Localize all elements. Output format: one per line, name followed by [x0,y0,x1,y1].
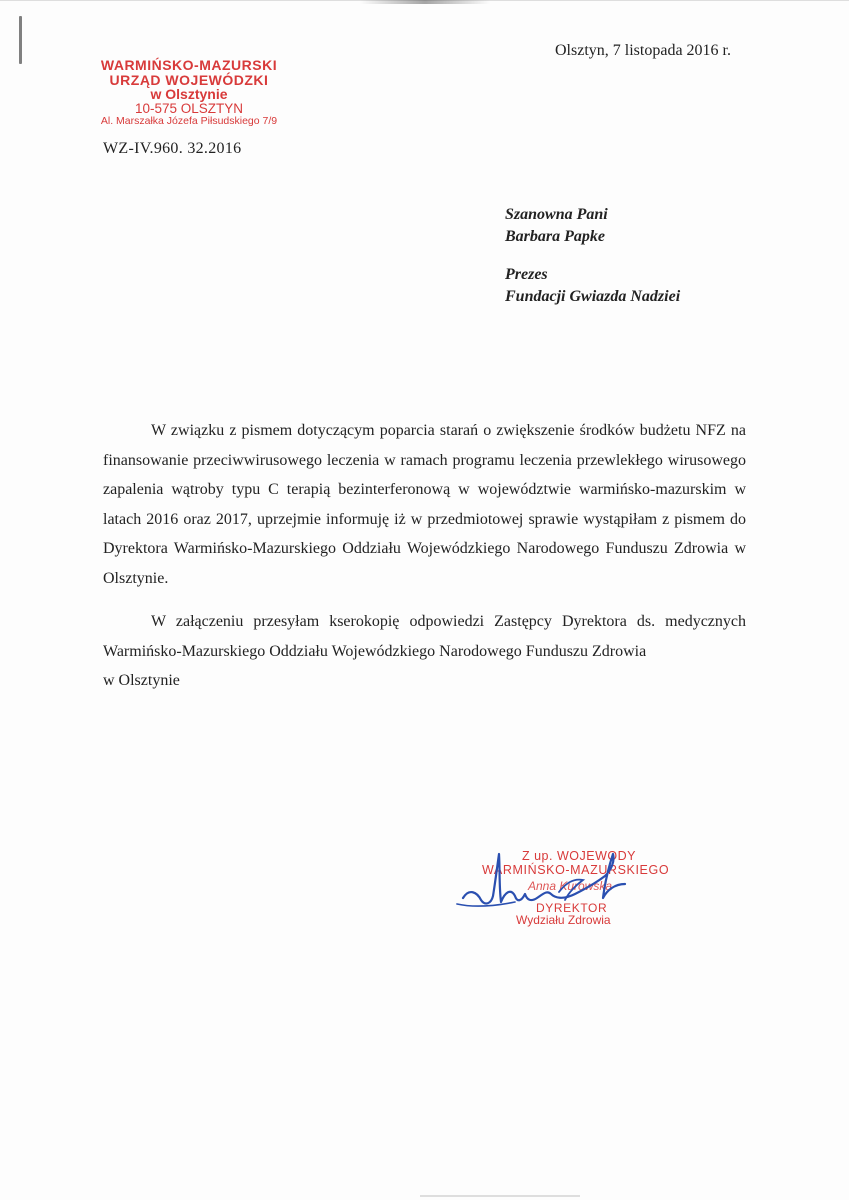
stamp-line: WARMIŃSKO-MAZURSKI [100,57,278,73]
signature-stamp-line: Wydziału Zdrowia [516,913,611,927]
addressee-role: Prezes [505,266,548,283]
body-paragraph-end: w Olsztynie [103,672,180,689]
addressee-organization: Fundacji Gwiazda Nadziei [505,288,681,305]
stamp-line: URZĄD WOJEWÓDZKI [109,71,269,88]
stamp-line: w Olsztynie [150,86,228,103]
signature-stamp-line: Z up. WOJEWODY [522,849,636,863]
letter-date: Olsztyn, 7 listopada 2016 r. [555,42,731,59]
scan-artifact-bottom [420,1195,580,1197]
stamp-line: Al. Marszałka Józefa Piłsudskiego 7/9 [100,115,278,128]
handwritten-signature [455,848,655,918]
addressee-name: Barbara Papke [505,228,605,245]
salutation: Szanowna Pani [505,206,608,223]
signature-stamp-line: DYREKTOR [536,901,608,915]
binder-mark [19,16,22,64]
addressee-block [505,204,680,308]
signature-stamp-line: Anna Kurowska [528,879,613,893]
stamp-line: 10-575 OLSZTYN [134,101,244,117]
letter-body [103,416,746,710]
reference-number: WZ-IV.960. 32.2016 [103,140,242,157]
scan-artifact [360,0,490,4]
office-stamp [84,58,294,127]
signature-stamp-line: WARMIŃSKO-MAZURSKIEGO [482,863,670,877]
body-paragraph: W załączeniu przesyłam kserokopię odpowiedzi Zastępcy Dyrektora ds. medycznych Warmińsko-Mazurskiego Oddziału Wojewódzkiego Narodowego Funduszu Zdrowia [103,613,746,660]
body-paragraph: W związku z pismem dotyczącym poparcia starań o zwiększenie środków budżetu NFZ na finansowanie przeciwwirusowego leczenia w ramach programu leczenia przewlekłego wirusowego zapalenia wątroby typu C terapią bezinterferonową w województwie warmińsko-mazurskim w latach 2016 oraz 2017, uprzejmie informuję iż w przedmiotowej sprawie wystąpiłam z pismem do Dyrektora Warmińsko-Mazurskiego Oddziału Wojewódzkiego Narodowego Funduszu Zdrowia w Olsztynie. [103,422,746,587]
